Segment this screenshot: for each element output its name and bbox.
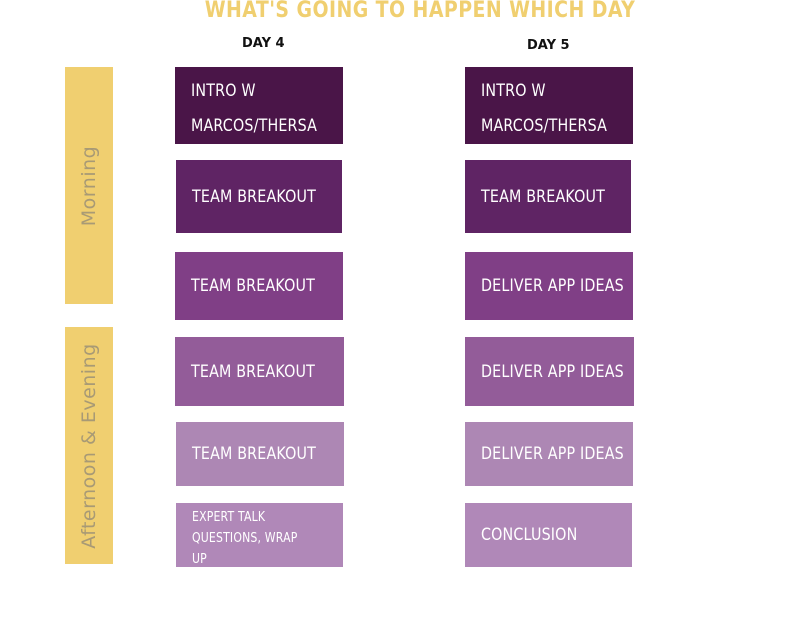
morning-label: Morning <box>78 145 100 226</box>
day5-session-4 <box>465 337 634 406</box>
day5-session-5 <box>465 422 633 486</box>
day-5-header: DAY 5 <box>527 38 570 53</box>
day4-session-1 <box>175 67 343 144</box>
afternoon-evening-bar <box>65 327 113 564</box>
day4-session-4-label: TEAM BREAKOUT <box>191 361 316 382</box>
day5-session-6 <box>465 503 632 567</box>
afternoon-evening-label: Afternoon & Evening <box>78 342 100 549</box>
day4-session-6-line-2: QUESTIONS, WRAP <box>192 531 298 546</box>
day5-session-6-label: CONCLUSION <box>481 525 578 545</box>
page-title: WHAT'S GOING TO HAPPEN WHICH DAY <box>204 0 636 23</box>
day4-session-2 <box>176 160 342 233</box>
day5-session-1 <box>465 67 633 144</box>
day-4-header: DAY 4 <box>242 36 285 51</box>
day5-session-1-line-1: INTRO W <box>481 81 546 101</box>
day5-session-5-label: DELIVER APP IDEAS <box>481 444 624 464</box>
day4-session-2-label: TEAM BREAKOUT <box>192 186 317 207</box>
day4-session-6-line-1: EXPERT TALK <box>192 510 266 525</box>
day4-session-1-line-1: INTRO W <box>191 81 256 101</box>
day5-session-1-line-2: MARCOS/THERSA <box>481 116 608 136</box>
day4-session-3 <box>175 252 343 320</box>
day4-session-4 <box>175 337 344 406</box>
day5-session-3 <box>465 252 633 320</box>
day4-session-5-label: TEAM BREAKOUT <box>192 444 317 464</box>
day5-session-2-label: TEAM BREAKOUT <box>481 186 606 207</box>
day4-session-5 <box>176 422 344 486</box>
day5-session-2 <box>465 160 631 233</box>
day5-session-3-label: DELIVER APP IDEAS <box>481 276 624 296</box>
day4-session-6-line-3: UP <box>192 552 207 567</box>
morning-bar <box>65 67 113 304</box>
day4-session-6 <box>176 503 343 567</box>
day4-session-1-line-2: MARCOS/THERSA <box>191 116 318 136</box>
day4-session-3-label: TEAM BREAKOUT <box>191 276 316 296</box>
day5-session-4-label: DELIVER APP IDEAS <box>481 361 624 382</box>
